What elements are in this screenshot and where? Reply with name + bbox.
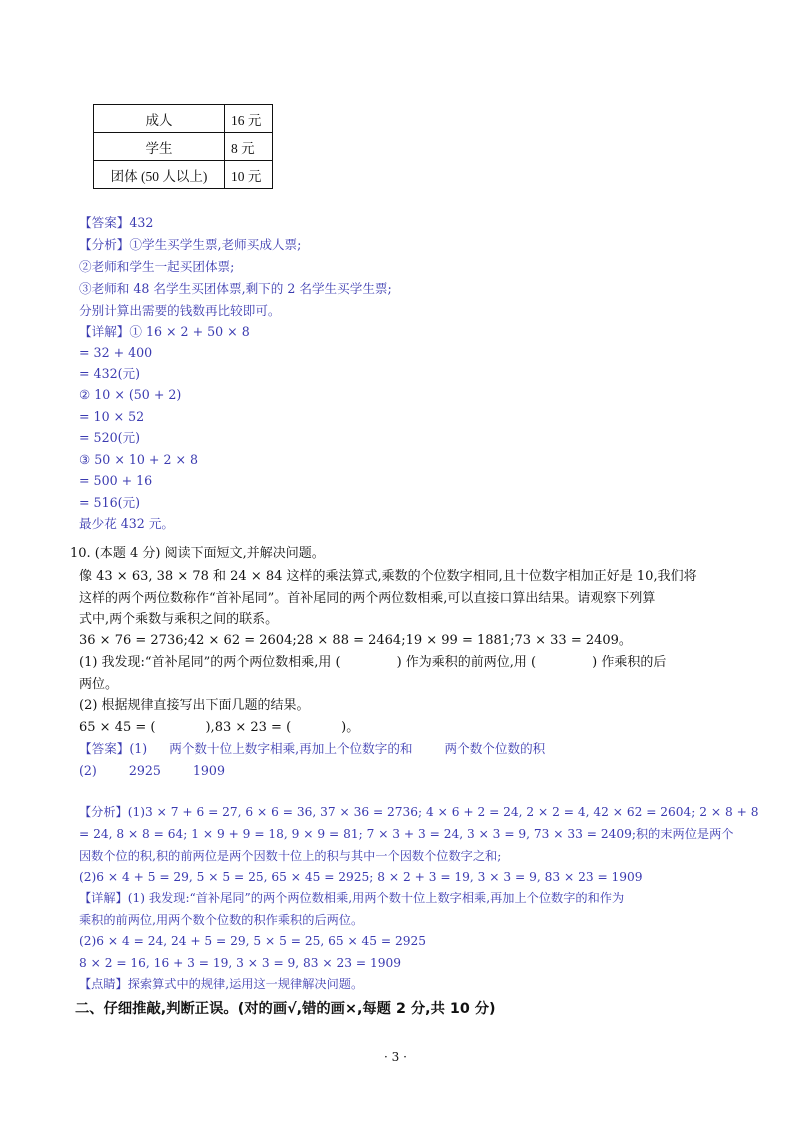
q9-analysis-line: ②老师和学生一起买团体票;	[79, 259, 235, 274]
q10-part1-text: (1) 我发现:“首补尾同”的两个两位数相乘,用 (	[79, 655, 341, 670]
q9-detail-line: = 432(元)	[79, 366, 141, 381]
q9-analysis-line: 【分析】①学生买学生票,老师买成人票;	[79, 237, 302, 252]
table-row	[94, 161, 273, 189]
category-cell: 团体 (50 人以上)	[94, 161, 225, 189]
q10-analysis-line: = 24, 8 × 8 = 64; 1 × 9 + 9 = 18, 9 × 9 = 81; 7 × 3 + 3 = 24, 3 × 3 = 9, 73 × 33 = 2409;积的末两位是两个	[79, 827, 734, 841]
q10-answer-text: 两个数个位数的积	[444, 741, 546, 756]
price-cell: 10 元	[225, 161, 273, 189]
q9-detail-line: ② 10 × (50 + 2)	[79, 387, 182, 402]
price-cell: 8 元	[225, 133, 273, 161]
table-row	[94, 133, 273, 161]
q10-answer-text: 2925	[128, 763, 161, 778]
section-heading: 二、仔细推敲,判断正误。(对的画√,错的画×,每题 2 分,共 10 分)	[75, 1001, 496, 1017]
q10-examples: 36 × 76 = 2736;42 × 62 = 2604;28 × 88 = 2464;19 × 99 = 1881;73 × 33 = 2409。	[79, 633, 632, 648]
q10-answer-label: (2)	[79, 763, 97, 778]
q10-part1-text: ) 作为乘积的前两位,用 (	[396, 655, 537, 670]
q10-analysis-line: 因数个位的积,积的前两位是两个因数十位上的积与其中一个因数个位数字之和;	[79, 849, 502, 863]
q10-detail-line: 【详解】(1) 我发现:“首补尾同”的两个两位数相乘,用两个数十位上数字相乘,再加上个位数字的和作为	[79, 891, 625, 905]
q10-part1-cont: 两位。	[79, 677, 119, 692]
q9-detail-line: 最少花 432 元。	[79, 516, 175, 531]
q10-part1	[79, 655, 666, 671]
q10-answer-label: 【答案】(1)	[79, 741, 148, 756]
q10-analysis-line: (2)6 × 4 + 5 = 29, 5 × 5 = 25, 65 × 45 = 2925; 8 × 2 + 3 = 19, 3 × 3 = 9, 83 × 23 = 1909	[79, 870, 643, 884]
q10-part2-text: ),83 × 23 = (	[205, 720, 292, 735]
table-row	[94, 105, 273, 133]
page-number: · 3 ·	[384, 1050, 407, 1064]
price-table	[93, 104, 273, 189]
q9-detail-line: 【详解】① 16 × 2 + 50 × 8	[79, 324, 250, 339]
q10-title: 10. (本题 4 分) 阅读下面短文,并解决问题。	[70, 546, 325, 561]
q9-analysis-line: ③老师和 48 名学生买团体票,剩下的 2 名学生买学生票;	[79, 281, 392, 296]
q10-stem-line: 这样的两个两位数称作“首补尾同”。首补尾同的两个两位数相乘,可以直接口算出结果。请观察下列算	[79, 591, 656, 606]
q9-detail-line: = 32 + 400	[79, 345, 153, 360]
q10-detail-line: 8 × 2 = 16, 16 + 3 = 19, 3 × 3 = 9, 83 × 23 = 1909	[79, 956, 402, 970]
category-cell: 成人	[94, 105, 225, 133]
q9-detail-line: ③ 50 × 10 + 2 × 8	[79, 452, 199, 467]
q10-analysis-line: 【分析】(1)3 × 7 + 6 = 27, 6 × 6 = 36, 37 × 36 = 2736; 4 × 6 + 2 = 24, 2 × 2 = 4, 42 × 62 = 2604; 2 × 8 + 8	[79, 805, 759, 819]
q9-detail-line: = 500 + 16	[79, 473, 153, 488]
q10-stem-line: 式中,两个乘数与乘积之间的联系。	[79, 612, 279, 627]
q10-detail-line: (2)6 × 4 = 24, 24 + 5 = 29, 5 × 5 = 25, 65 × 45 = 2925	[79, 934, 427, 948]
q9-analysis-line: 分别计算出需要的钱数再比较即可。	[79, 303, 281, 318]
q10-detail-line: 乘积的前两位,用两个数个位数的积作乘积的后两位。	[79, 913, 364, 927]
q10-part2-question	[79, 720, 359, 736]
q10-part2-text: )。	[341, 720, 360, 735]
q9-detail-line: = 516(元)	[79, 495, 141, 510]
q10-part1-text: ) 作乘积的后	[592, 655, 667, 670]
q10-part2: (2) 根据规律直接写出下面几题的结果。	[79, 698, 310, 713]
q10-stem-line: 像 43 × 63, 38 × 78 和 24 × 84 这样的乘法算式,乘数的个位数字相同,且十位数字相加正好是 10,我们将	[79, 569, 697, 584]
q9-answer: 【答案】432	[79, 215, 154, 230]
category-cell: 学生	[94, 133, 225, 161]
q10-part2-text: 65 × 45 = (	[79, 720, 156, 735]
q10-answer-text: 1909	[192, 763, 225, 778]
q9-detail-line: = 520(元)	[79, 430, 141, 445]
q10-answer1	[79, 741, 545, 757]
q10-answer-text: 两个数十位上数字相乘,再加上个位数字的和	[169, 741, 413, 756]
q9-detail-line: = 10 × 52	[79, 409, 145, 424]
price-cell: 16 元	[225, 105, 273, 133]
q10-tip: 【点睛】探索算式中的规律,运用这一规律解决问题。	[79, 977, 364, 991]
q10-answer2	[79, 763, 225, 779]
